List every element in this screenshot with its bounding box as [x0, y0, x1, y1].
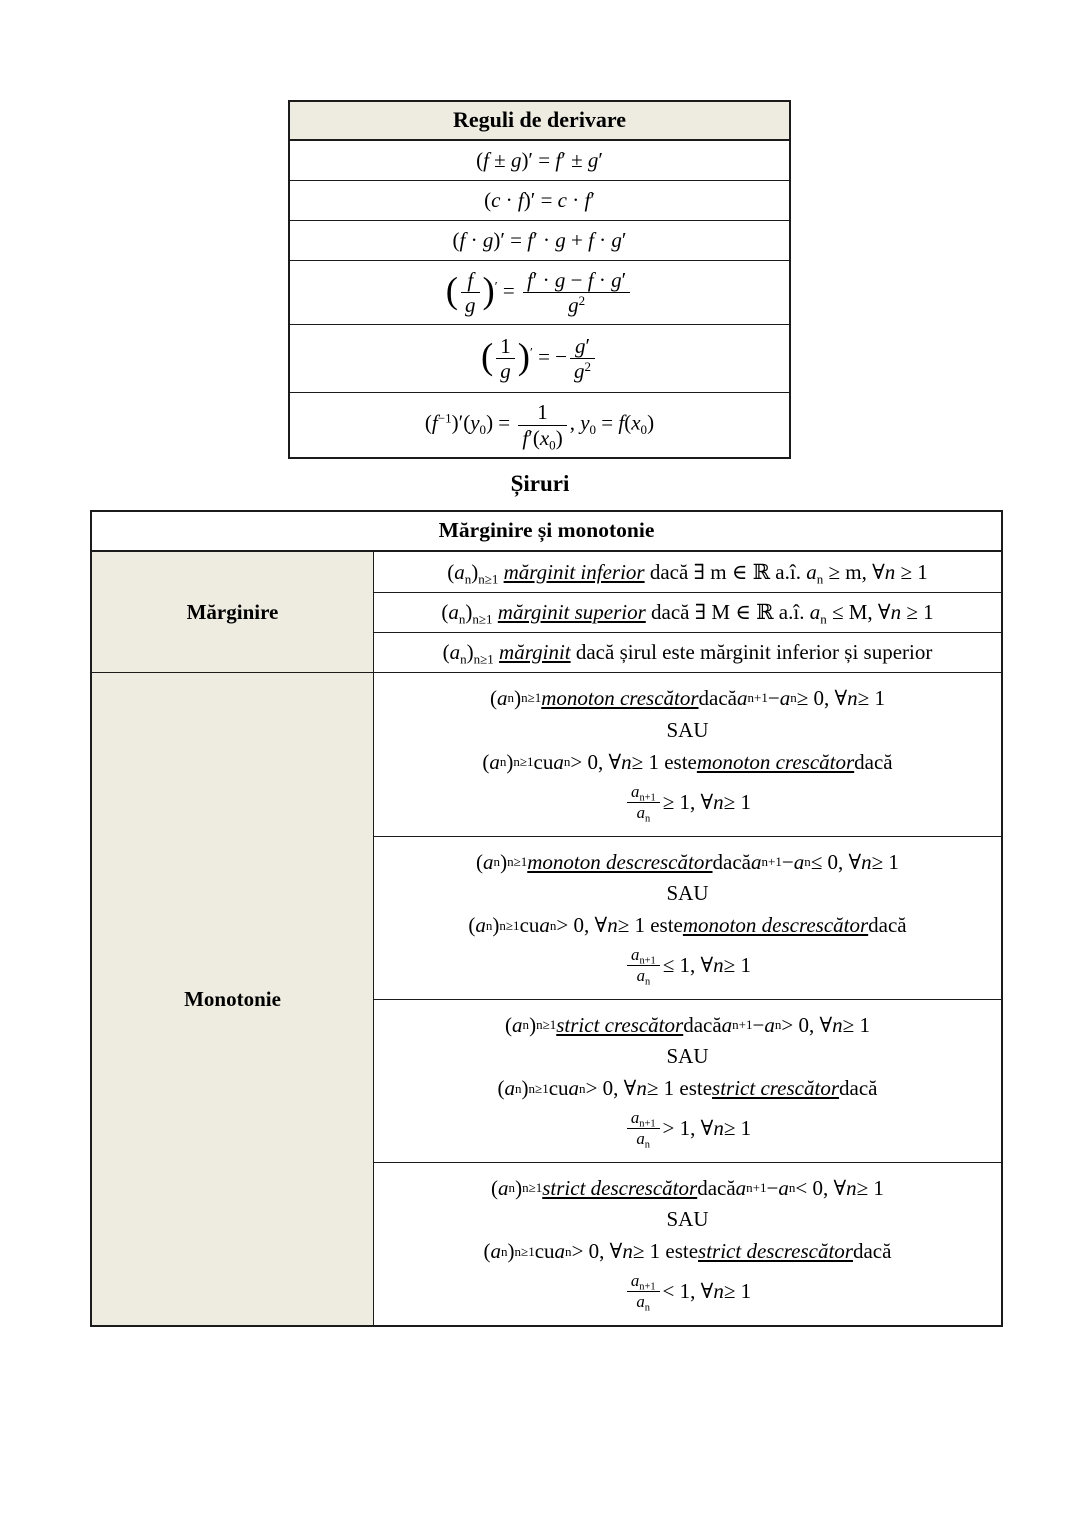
sau-connector: SAU [666, 881, 709, 906]
table-row [374, 632, 1001, 672]
table-row [374, 552, 1001, 592]
table-row [374, 836, 1001, 999]
table-row [374, 673, 1001, 836]
bounded-table-title: Mărginire și monotonie [92, 512, 1001, 552]
strictly-increasing-ratio-formula: $\frac{a_{n+1}}{a_n}$ > 1, ∀ n ≥ 1 [624, 1108, 751, 1149]
inverse-function-rule-formula: $(f^{-1})'(y_0)$ = $\frac{1}{f'(x_0)}$ , $y_0 = f(x_0)$ [424, 400, 655, 453]
derivation-rules-table [288, 100, 791, 459]
derivation-rule-row [290, 221, 789, 261]
marginire-group [92, 552, 1001, 672]
boundedness-monotonicity-table [90, 510, 1003, 1327]
constant-rule-formula: (c · f)′ = c · f′ [484, 188, 595, 212]
sau-connector: SAU [666, 1044, 709, 1069]
table-row [374, 999, 1001, 1162]
reciprocal-rule-formula: ( $\frac{1}{g}$ )′ = − $\frac{g'}{g^2}$ [481, 334, 598, 383]
bounded-definition: $(a_n)_{n\ge 1}$ mărginit dacă șirul este mărginit inferior și superior [442, 640, 933, 667]
derivation-rule-row [290, 261, 789, 325]
derivation-table-title: Reguli de derivare [290, 102, 789, 141]
monotone-decreasing-definition: ( a n ) n≥1 monoton descrescător dacă a n+1 − a n ≤ 0, ∀ n ≥ 1 [476, 849, 899, 874]
sum-rule-formula: (f ± g)′ = f′ ± g′ [476, 148, 603, 172]
monotone-decreasing-ratio-condition: ( a n ) n≥1 cu a n > 0, ∀ n ≥ 1 este monoton descrescător dacă [468, 913, 907, 938]
bounded-below-definition: $(a_n)_{n\ge 1}$ mărginit inferior dacă ∃ m ∈ ℝ a.î. $a_n \ge m$, ∀n ≥ 1 [447, 559, 928, 587]
quotient-rule-formula: ( $\frac{f}{g}$ )′ = $\frac{f' \cdot g - f \cdot g'}{g^2}$ [446, 268, 633, 317]
marginire-rows [374, 552, 1001, 672]
derivation-rule-row [290, 393, 789, 457]
sau-connector: SAU [666, 1207, 709, 1232]
sequences-section-title: Șiruri [510, 471, 570, 496]
monotone-increasing-ratio-formula: $\frac{a_{n+1}}{a_n}$ ≥ 1, ∀ n ≥ 1 [624, 782, 751, 823]
derivation-rule-row [290, 181, 789, 221]
marginire-label: Mărginire [92, 552, 374, 672]
table-row [374, 592, 1001, 632]
monotonie-label: Monotonie [92, 673, 374, 1325]
strictly-increasing-ratio-condition: ( a n ) n≥1 cu a n > 0, ∀ n ≥ 1 este strict crescător dacă [497, 1076, 878, 1101]
monotonie-group [92, 672, 1001, 1325]
monotone-increasing-definition: ( a n ) n≥1 monoton crescător dacă a n+1 − a n ≥ 0, ∀ n ≥ 1 [490, 685, 885, 710]
monotonie-rows [374, 673, 1001, 1325]
monotone-decreasing-ratio-formula: $\frac{a_{n+1}}{a_n}$ ≤ 1, ∀ n ≥ 1 [624, 945, 751, 986]
strictly-decreasing-ratio-condition: ( a n ) n≥1 cu a n > 0, ∀ n ≥ 1 este strict descrescător dacă [483, 1239, 892, 1264]
derivation-rule-row [290, 325, 789, 393]
sau-connector: SAU [666, 717, 709, 742]
table-row [374, 1162, 1001, 1325]
bounded-above-definition: $(a_n)_{n\ge 1}$ mărginit superior dacă ∃ M ∈ ℝ a.î. $a_n \le M$, ∀n ≥ 1 [441, 600, 934, 627]
strictly-decreasing-definition: ( a n ) n≥1 strict descrescător dacă a n+1 − a n < 0, ∀ n ≥ 1 [491, 1175, 884, 1200]
strictly-increasing-definition: ( a n ) n≥1 strict crescător dacă a n+1 − a n > 0, ∀ n ≥ 1 [505, 1012, 870, 1037]
strictly-decreasing-ratio-formula: $\frac{a_{n+1}}{a_n}$ < 1, ∀ n ≥ 1 [624, 1271, 751, 1312]
monotone-increasing-ratio-condition: ( a n ) n≥1 cu a n > 0, ∀ n ≥ 1 este monoton crescător dacă [482, 749, 893, 774]
product-rule-formula: (f · g)′ = f′ · g + f · g′ [452, 228, 627, 252]
derivation-rule-row [290, 141, 789, 181]
